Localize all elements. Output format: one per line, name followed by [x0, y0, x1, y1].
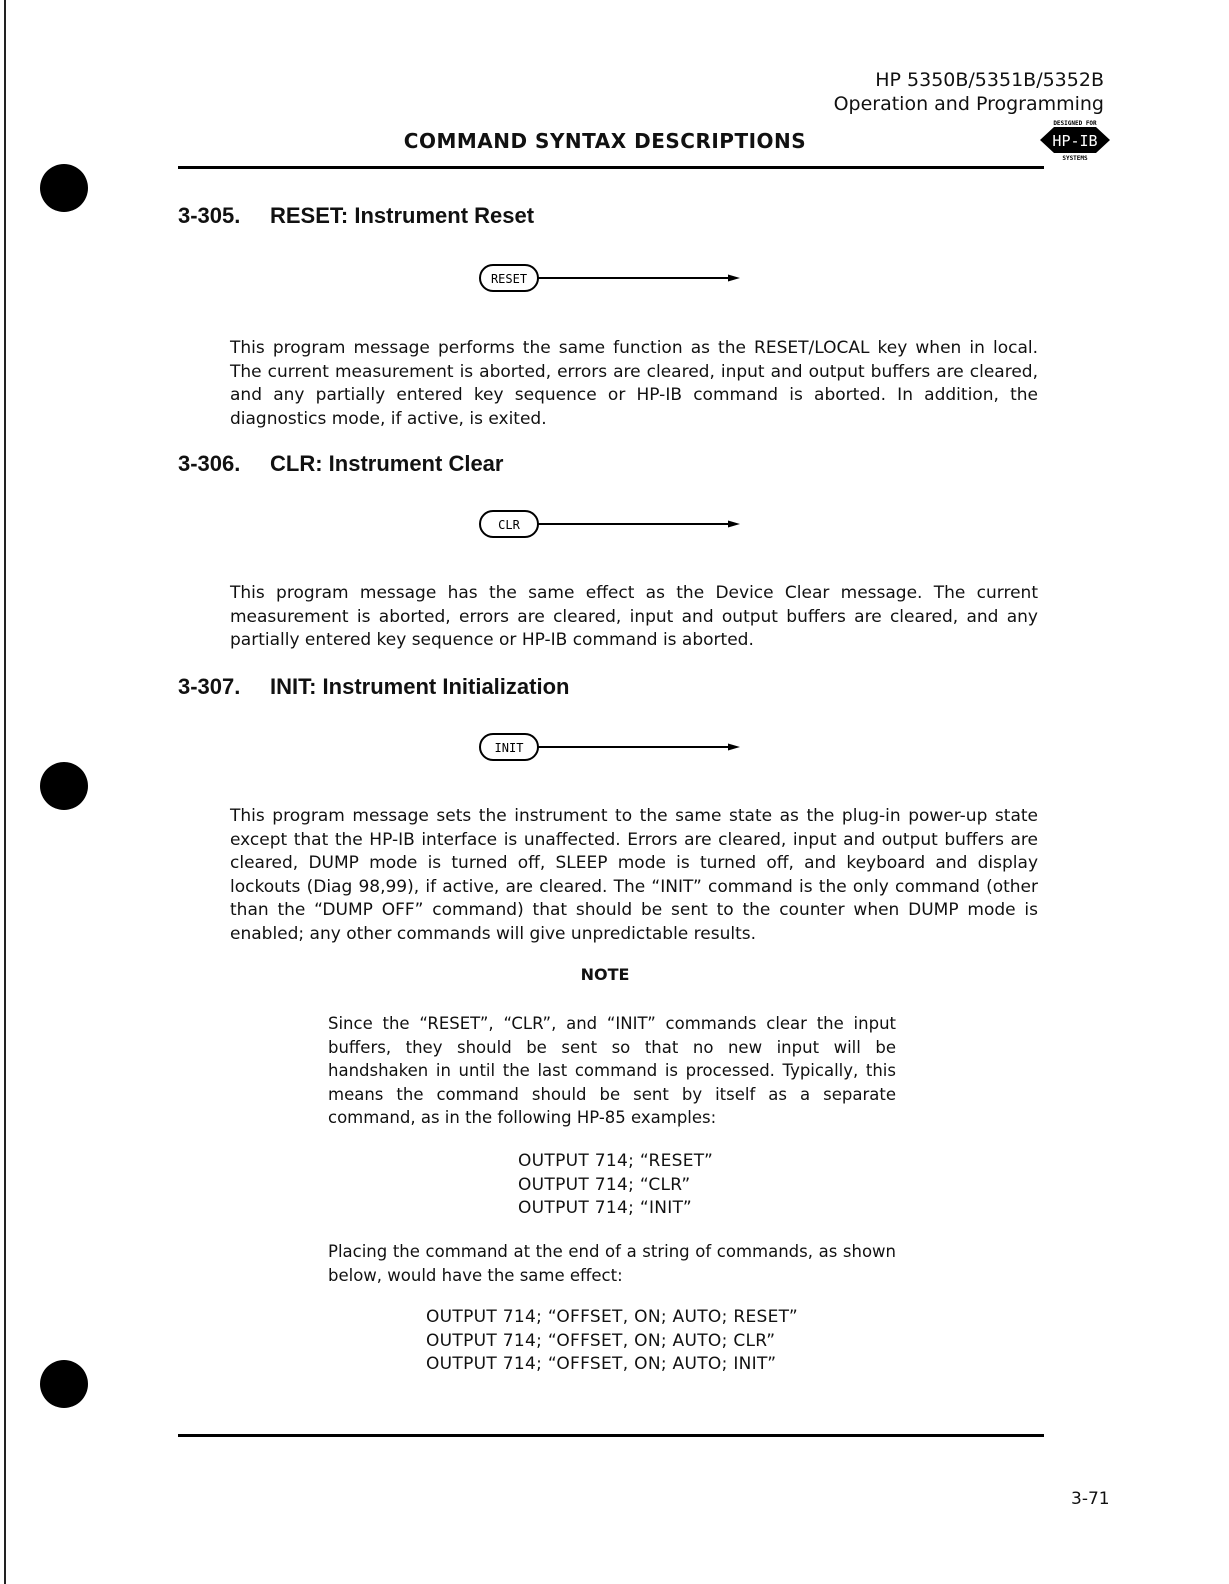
page-number: 3-71	[1071, 1489, 1110, 1509]
section-heading-init	[178, 674, 569, 700]
code-line: OUTPUT 714; “CLR”	[518, 1174, 691, 1195]
note-title: NOTE	[580, 965, 630, 984]
hpib-logo-bottom-text: SYSTEMS	[1062, 155, 1088, 162]
punch-hole	[40, 164, 88, 212]
note-paragraph-2: Placing the command at the end of a string of commands, as shown below, would have the same effect:	[328, 1242, 896, 1285]
section-title: RESET: Instrument Reset	[270, 203, 535, 228]
code-line: OUTPUT 714; “INIT”	[518, 1198, 693, 1218]
hpib-logo-top-text: DESIGNED FOR	[1053, 120, 1097, 127]
syntax-keyword: CLR	[498, 518, 520, 532]
arrow-icon	[728, 275, 740, 282]
footer-rule	[178, 1434, 1044, 1437]
note-examples-1	[518, 1150, 713, 1221]
header-rule	[178, 166, 1044, 169]
section-title: INIT: Instrument Initialization	[270, 674, 570, 699]
hpib-logo-main-text: HP-IB	[1052, 132, 1098, 150]
header-model: HP 5350B/5351B/5352B	[875, 69, 1104, 91]
section-body-clr: This program message has the same effect as the Device Clear message. The current measurement is aborted, errors are cleared, input and output buffers are cleared, and any partially entered key sequence or HP-IB command is aborted.	[230, 583, 1038, 650]
section-number: 3-306.	[178, 451, 241, 476]
section-number: 3-307.	[178, 674, 241, 699]
section-heading-reset	[178, 203, 534, 229]
code-line: OUTPUT 714; “OFFSET, ON; AUTO; CLR”	[426, 1330, 776, 1351]
code-line: OUTPUT 714; “OFFSET, ON; AUTO; INIT”	[426, 1354, 777, 1374]
binder-edge	[4, 0, 6, 1584]
syntax-diagram-init	[478, 731, 744, 763]
syntax-diagram-reset	[478, 262, 744, 294]
section-body-reset: This program message performs the same function as the RESET/LOCAL key when in local. The current measurement is aborted, errors are cleared, input and output buffers are cleared, and any partially entered key sequence or HP-IB command is aborted. In addition, the diagnostics mode, if active, is exited.	[230, 338, 1038, 429]
arrow-icon	[728, 744, 740, 751]
header-subtitle: Operation and Programming	[833, 93, 1104, 115]
syntax-keyword: INIT	[494, 741, 524, 755]
syntax-diagram-clr	[478, 508, 744, 540]
section-heading-clr	[178, 451, 503, 477]
hpib-logo	[1036, 118, 1114, 162]
page-title: COMMAND SYNTAX DESCRIPTIONS	[403, 129, 807, 153]
note-paragraph-1: Since the “RESET”, “CLR”, and “INIT” commands clear the input buffers, they should be sent so that no new input will be handshaken in until the last command is processed. Typically, this means the command should be sent by itself as a separate command, as in the following HP-85 examples:	[328, 1014, 896, 1127]
syntax-keyword: RESET	[490, 272, 528, 286]
punch-hole	[40, 1360, 88, 1408]
section-body-init: This program message sets the instrument to the same state as the plug-in power-up state except that the HP-IB interface is unaffected. Errors are cleared, input and output buffers are cleared, DUMP mode is turned off, SLEEP mode is turned off, and keyboard and display lockouts (Diag 98,99), if active, are cleared. The “INIT” command is the only command (other than the “DUMP OFF” command) that should be sent to the counter when DUMP mode is enabled; any other commands will give unpredictable results.	[230, 806, 1038, 944]
note-examples-2	[426, 1306, 798, 1377]
code-line: OUTPUT 714; “RESET”	[518, 1151, 714, 1171]
section-title: CLR: Instrument Clear	[270, 451, 504, 476]
arrow-icon	[728, 521, 740, 528]
code-line: OUTPUT 714; “OFFSET, ON; AUTO; RESET”	[426, 1307, 799, 1327]
punch-hole	[40, 762, 88, 810]
section-number: 3-305.	[178, 203, 241, 228]
